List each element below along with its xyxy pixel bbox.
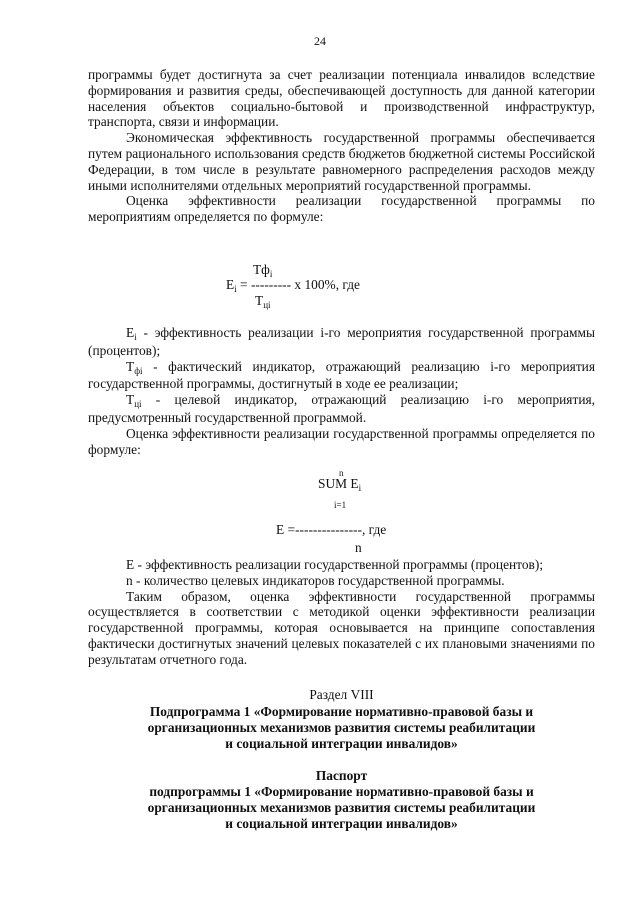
text-block-bottom: [88, 557, 595, 668]
paragraph-2: Экономическая эффективность государственной программы обеспечивается путем рационального использования средств бюджетов бюджетной системы Российской Федерации, в том числе в результате равномерного распределения расходов между иными исполнителями отдельных мероприятий государственной программы.: [88, 130, 595, 193]
formula2-denominator: n: [355, 540, 362, 555]
passport-title-line: подпрограммы 1 «Формирование нормативно-правовой базы и: [149, 784, 534, 799]
formula2-lower: i=1: [334, 500, 347, 510]
formula2-upper: n: [339, 468, 344, 478]
paragraph-4: Оценка эффективности реализации государственной программы определяется по формуле:: [88, 425, 595, 457]
subprogram-title-line: и социальной интеграции инвалидов»: [225, 735, 458, 751]
passport-title-line: организационных механизмов развития системы реабилитации: [147, 799, 536, 815]
paragraph-3: Оценка эффективности реализации государственной программы по мероприятиям определяется по формуле:: [88, 193, 595, 225]
text-block-top: [88, 67, 595, 225]
definition-ei: $E_i$ - эффективность реализации i-го мероприятия государственной программы (процентов);: [88, 325, 595, 358]
paragraph-5: Таким образом, оценка эффективности государственной программы осуществляется в соответствии с методикой оценки эффективности реализации государственной программы, которая основывается на принципе сопоставления фактически достигнутых значений целевых показателей с их плановыми значениями по результатам отчетного года.: [88, 588, 595, 667]
formula1-numerator: $Тф_i$: [253, 262, 273, 279]
page-number: 24: [314, 34, 326, 48]
definition-e: E - эффективность реализации государственной программы (процентов);: [126, 557, 544, 572]
formula1-main: $E_i$ = --------- x 100%, где: [226, 277, 360, 294]
passport-title: [88, 784, 595, 831]
section-label: Раздел VIII: [309, 687, 374, 702]
passport-title-line: и социальной интеграции инвалидов»: [225, 815, 458, 831]
subprogram-title-line: организационных механизмов развития системы реабилитации: [147, 719, 536, 735]
paragraph-1: программы будет достигнута за счет реализации потенциала инвалидов вследствие формирования и развития среды, обеспечивающей доступность для данной категории населения объектов социально-бытовой и производственной инфраструктур, транспорта, связи и информации.: [88, 67, 595, 130]
definition-n: n - количество целевых индикаторов государственной программы.: [126, 572, 505, 588]
definition-tci: $T_{цi}$ - целевой индикатор, отражающий реализацию i-го мероприятия, предусмотренный государственной программой.: [88, 392, 595, 425]
formula2-sum: SUM $E_i$: [318, 476, 362, 493]
formula1-denominator: $T_{цi}$: [255, 293, 271, 310]
formula2-main: E =---------------, где: [276, 522, 387, 537]
definitions-block-1: [88, 325, 595, 457]
subprogram-title: [88, 704, 595, 751]
passport-label: Паспорт: [315, 768, 368, 783]
subprogram-title-line: Подпрограмма 1 «Формирование нормативно-правовой базы и: [149, 704, 534, 719]
definition-tfi: $T_{фi}$ - фактический индикатор, отражающий реализацию i-го мероприятия государственной программы, достигнутый в ходе ее реализации;: [88, 358, 595, 392]
